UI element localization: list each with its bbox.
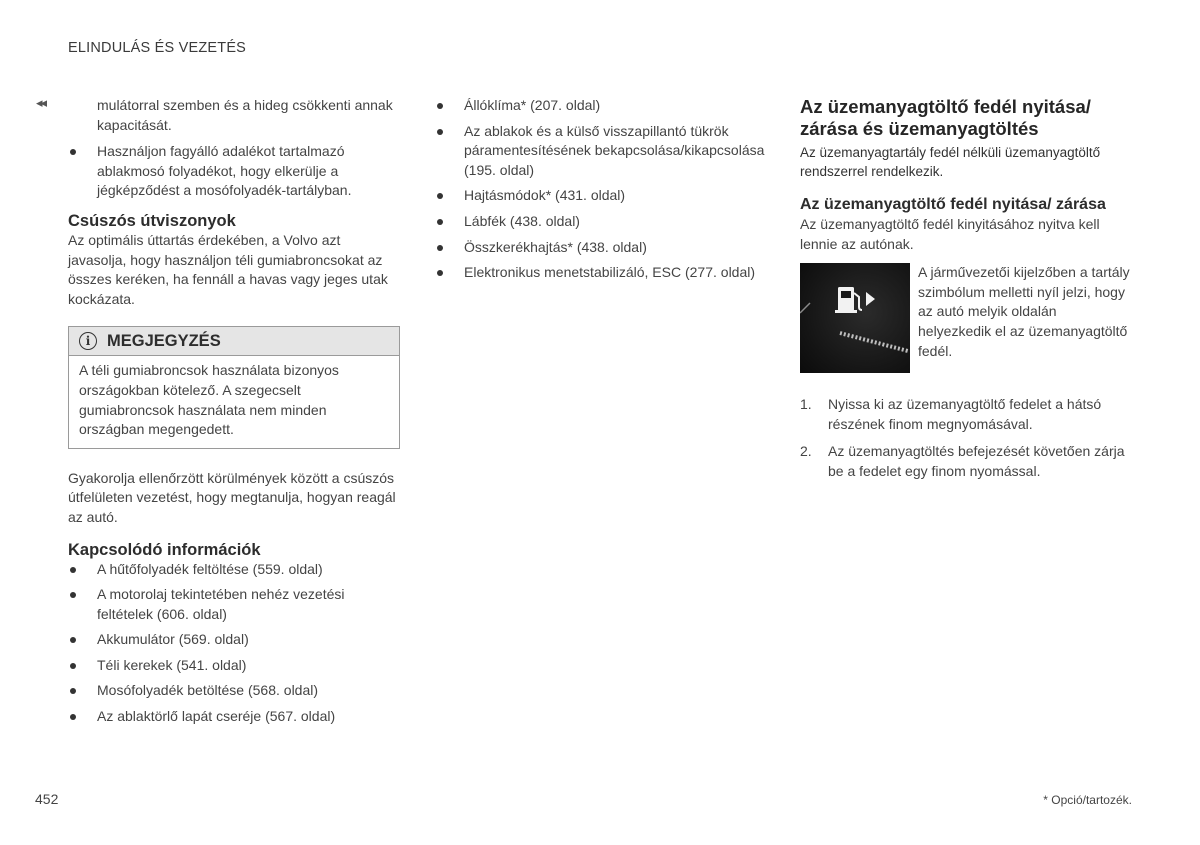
continuation-icon: ◂◂ (36, 95, 46, 110)
subsection-text: Az üzemanyagtöltő fedél kinyitásához nyitva kell lennie az autónak. (800, 216, 1100, 252)
bullet-icon (437, 193, 443, 199)
column-middle (435, 96, 770, 289)
bullet-icon (70, 663, 76, 669)
note-header (69, 327, 399, 356)
related-link[interactable]: Mosófolyadék betöltése (568. oldal) (68, 681, 402, 701)
practice-text: Gyakorolja ellenőrzött körülmények között a csúszós útfelületen vezetést, hogy megtanulja, hogyan reagál az autó. (68, 469, 396, 525)
page-number: 452 (35, 791, 59, 807)
note-body: A téli gumiabroncsok használata bizonyos országokban kötelező. A szegecselt gumiabroncsok használata nem minden országban megengedett. (79, 362, 339, 438)
section-header: ELINDULÁS ÉS VEZETÉS (68, 40, 247, 56)
related-link[interactable]: Az ablakok és a külső visszapillantó tükrök páramentesítésének bekapcsolása/kikapcsolása (195. oldal) (435, 122, 770, 181)
related-link[interactable]: A hűtőfolyadék feltöltése (559. oldal) (68, 560, 402, 580)
figure-row (800, 263, 1135, 373)
bullet-icon (437, 129, 443, 135)
related-link[interactable]: Összkerékhajtás* (438. oldal) (435, 238, 770, 258)
slippery-heading: Csúszós útviszonyok (68, 211, 236, 230)
bullet-icon (70, 637, 76, 643)
list-item: Használjon fagyálló adalékot tartalmazó ablakmosó folyadékot, hogy elkerülje a jégképződést a mosófolyadék-tartályban. (68, 142, 402, 201)
bullet-icon (70, 149, 76, 155)
steps-list (800, 395, 1135, 481)
related-link[interactable]: Téli kerekek (541. oldal) (68, 656, 402, 676)
related-list-middle (435, 96, 770, 283)
info-icon: i (79, 332, 97, 350)
column-left (68, 96, 402, 733)
related-heading: Kapcsolódó információk (68, 540, 261, 559)
driver-display-image (800, 263, 910, 373)
fuel-pump-icon (800, 263, 910, 373)
continued-text: mulátorral szemben és a hideg csökkenti annak kapacitását. (97, 97, 393, 133)
bullet-icon (70, 714, 76, 720)
step-item: 2. Az üzemanyagtöltés befejezését követően zárja be a fedelet egy finom nyomással. (800, 443, 1125, 479)
column-right (800, 96, 1135, 490)
related-link[interactable]: Elektronikus menetstabilizáló, ESC (277. oldal) (435, 263, 770, 283)
note-box (68, 326, 400, 448)
bullet-icon (437, 219, 443, 225)
subsection-heading: Az üzemanyagtöltő fedél nyitása/ zárása (800, 196, 1106, 213)
section-title: Az üzemanyagtöltő fedél nyitása/ zárása és üzemanyagtöltés (800, 96, 1091, 139)
related-link[interactable]: A motorolaj tekintetében nehéz vezetési feltételek (606. oldal) (68, 585, 402, 624)
bullet-icon (70, 567, 76, 573)
slippery-text: Az optimális úttartás érdekében, a Volvo azt javasolja, hogy használjon téli gumiabroncsokat az összes keréken, ha fennáll a havas vagy jeges utak kockázata. (68, 231, 388, 307)
related-link[interactable]: Akkumulátor (569. oldal) (68, 630, 402, 650)
related-link[interactable]: Az ablaktörlő lapát cseréje (567. oldal) (68, 707, 402, 727)
note-title: MEGJEGYZÉS (107, 331, 221, 350)
bullet-icon (437, 245, 443, 251)
bullet-icon (437, 103, 443, 109)
figure-caption: A járművezetői kijelzőben a tartály szimbólum melletti nyíl jelzi, hogy az autó melyik oldalán helyezkedik el az üzemanyagtöltő fedél. (918, 264, 1130, 359)
related-list-left (68, 560, 402, 727)
bullet-icon (70, 688, 76, 694)
bullet-list-top (68, 142, 402, 201)
bullet-icon (437, 270, 443, 276)
bullet-icon (70, 592, 76, 598)
related-link[interactable]: Lábfék (438. oldal) (435, 212, 770, 232)
step-item: 1. Nyissa ki az üzemanyagtöltő fedelet a hátsó részének finom megnyomásával. (800, 396, 1102, 432)
footnote: * Opció/tartozék. (1043, 793, 1132, 807)
section-intro: Az üzemanyagtartály fedél nélküli üzemanyagtöltő rendszerrel rendelkezik. (800, 145, 1101, 179)
related-link[interactable]: Hajtásmódok* (431. oldal) (435, 186, 770, 206)
related-link[interactable]: Állóklíma* (207. oldal) (435, 96, 770, 116)
